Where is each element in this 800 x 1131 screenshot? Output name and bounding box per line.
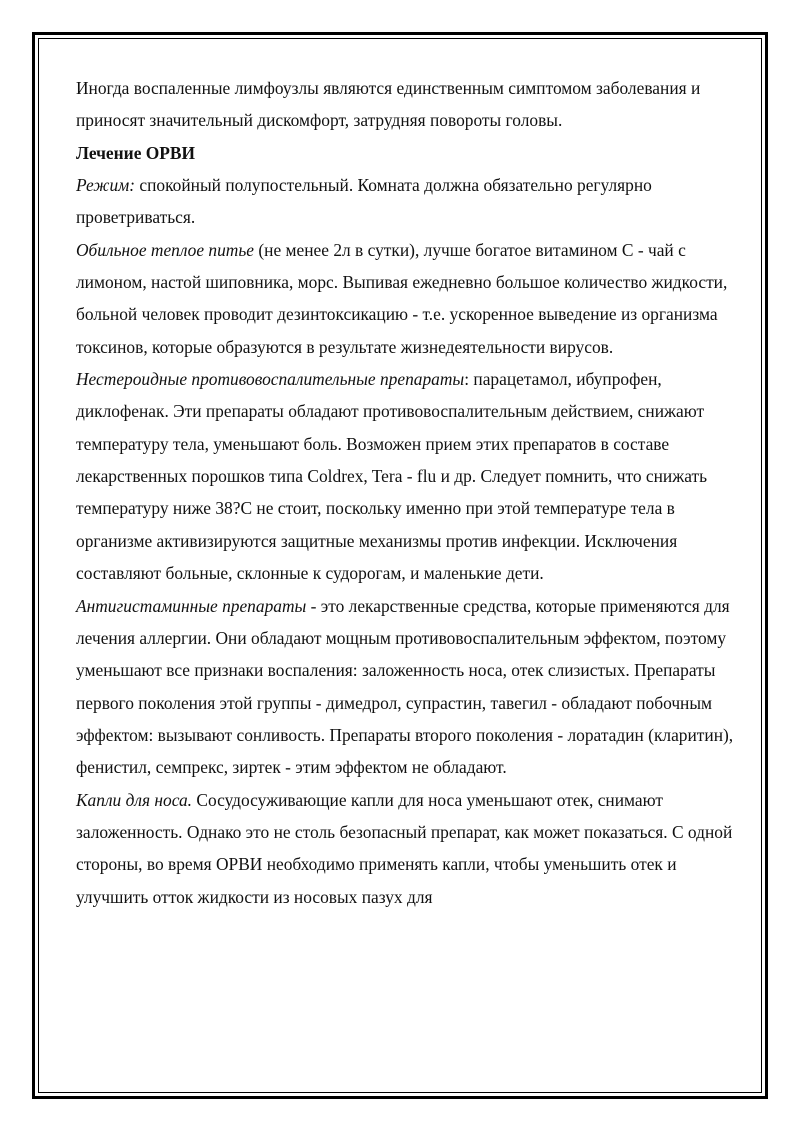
document-body <box>76 72 736 913</box>
paragraph-term: Обильное теплое питье <box>76 239 254 260</box>
paragraph-text: спокойный полупостельный. Комната должна обязательно регулярно проветриваться. <box>76 175 652 228</box>
paragraph-drinking <box>76 234 736 363</box>
paragraph-term: Капли для носа. <box>76 789 193 810</box>
paragraph-text: : парацетамол, ибупрофен, диклофенак. Эти препараты обладают противовоспалительным действием, снижают температуру тела, уменьшают боль. Возможен прием этих препаратов в составе лекарственных порошков типа Coldrex, Tera - flu и др. Следует помнить, что снижать температуру ниже 38?С не стоит, поскольку именно при этой температуре тела в организме активизируются защитные механизмы против инфекции. Исключения составляют больные, склонные к судорогам, и маленькие дети. <box>76 369 708 584</box>
paragraph-text: (не менее 2л в сутки), лучше богатое витамином С - чай с лимоном, настой шиповника, морс. Выпивая ежедневно большое количество жидкости, больной человек проводит дезинтоксикацию - т.е. ускоренное выведение из организма токсинов, которые образуются в результате жизнедеятельности вирусов. <box>76 239 728 357</box>
paragraph-text: - это лекарственные средства, которые применяются для лечения аллергии. Они обладают мощным противовоспалительным эффектом, поэтому уменьшают все признаки воспаления: заложенность носа, отек слизистых. Препараты первого поколения этой группы - димедрол, супрастин, тавегил - обладают побочным эффектом: вызывают сонливость. Препараты второго поколения - лоратадин (кларитин), фенистил, семпрекс, зиртек - этим эффектом не обладают. <box>76 595 734 778</box>
section-heading: Лечение ОРВИ <box>76 142 196 163</box>
paragraph-term: Нестероидные противовоспалительные препараты <box>76 369 465 390</box>
paragraph-nasal-drops <box>76 784 736 913</box>
paragraph-text: Сосудосуживающие капли для носа уменьшают отек, снимают заложенность. Однако это не столь безопасный препарат, как может показаться. С одной стороны, во время ОРВИ необходимо применять капли, чтобы уменьшить отек и улучшить отток жидкости из носовых пазух для <box>76 789 733 907</box>
paragraph-nsaids <box>76 363 736 589</box>
paragraph-term: Режим: <box>76 175 136 196</box>
intro-paragraph: Иногда воспаленные лимфоузлы являются единственным симптомом заболевания и приносят значительный дискомфорт, затрудняя повороты головы. <box>76 78 701 131</box>
paragraph-regime <box>76 169 736 234</box>
paragraph-term: Антигистаминные препараты <box>76 595 307 616</box>
paragraph-antihistamines <box>76 590 736 784</box>
